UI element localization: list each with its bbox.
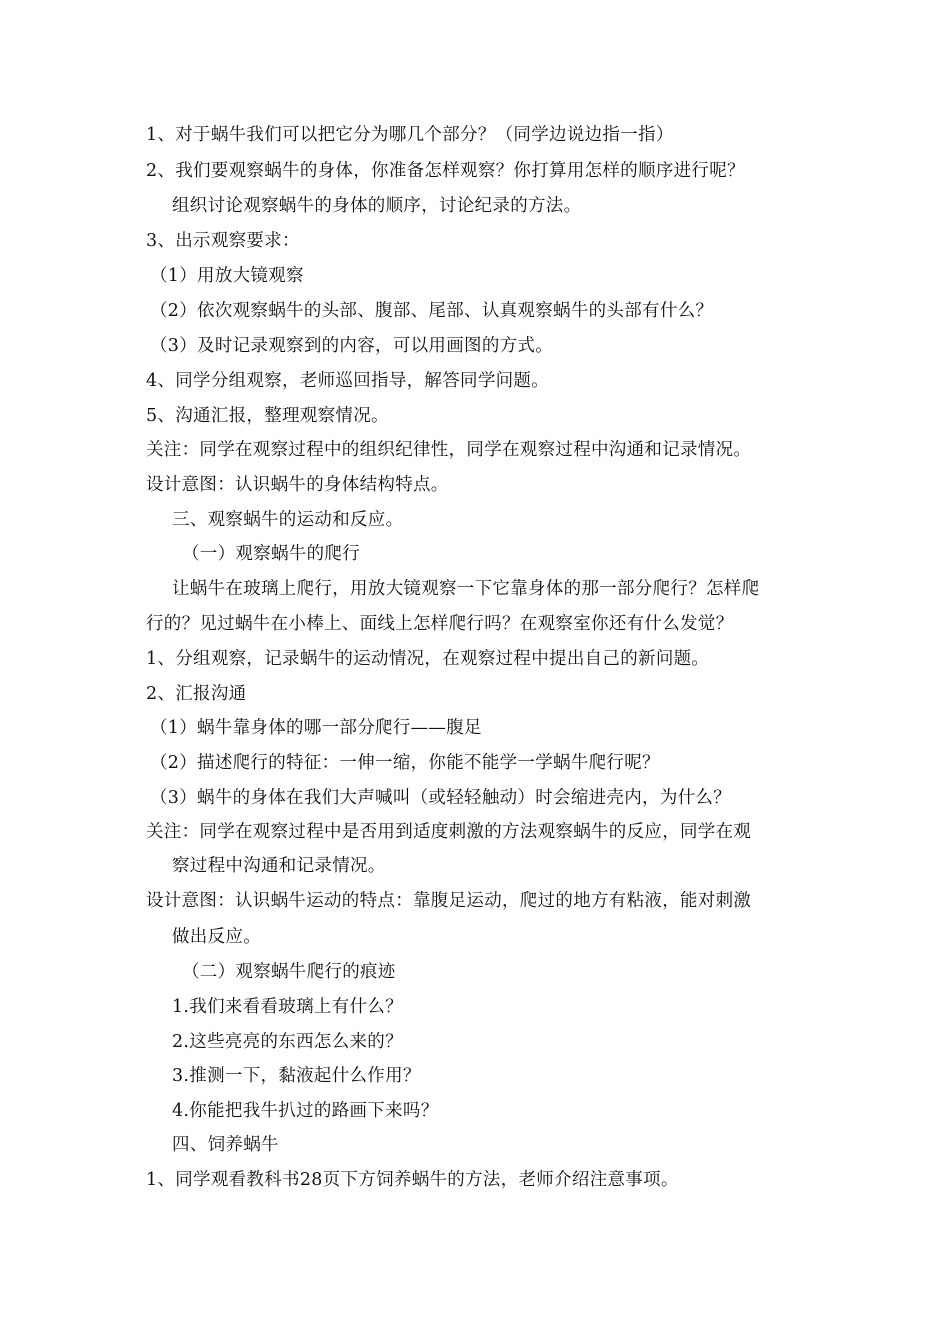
text-line: （1）蜗牛靠身体的哪一部分爬行——腹足 bbox=[150, 718, 482, 738]
text-line: 组织讨论观察蜗牛的身体的顺序，讨论纪录的方法。 bbox=[172, 196, 582, 216]
text-line: （2）描述爬行的特征：一伸一缩，你能不能学一学蜗牛爬行呢？ bbox=[150, 753, 660, 773]
text-line: 2.这些亮亮的东西怎么来的？ bbox=[172, 1032, 403, 1052]
text-line: 2、我们要观察蜗牛的身体，你准备怎样观察？你打算用怎样的顺序进行呢？ bbox=[146, 161, 745, 181]
text-line: （3）蜗牛的身体在我们大声喊叫（或轻轻触动）时会缩进壳内，为什么？ bbox=[150, 788, 732, 808]
text-line: 设计意图：认识蜗牛运动的特点：靠腹足运动，爬过的地方有粘液，能对刺激 bbox=[146, 891, 752, 911]
text-line: 1.我们来看看玻璃上有什么？ bbox=[172, 997, 403, 1017]
text-line: 让蜗牛在玻璃上爬行，用放大镜观察一下它靠身体的那一部分爬行？怎样爬 bbox=[172, 579, 760, 599]
text-line: 4.你能把我牛扒过的路画下来吗？ bbox=[172, 1101, 439, 1121]
text-line: 关注：同学在观察过程中是否用到适度刺激的方法观察蜗牛的反应，同学在观 bbox=[146, 822, 752, 842]
text-line: 3、出示观察要求： bbox=[146, 231, 300, 251]
text-line: （2）依次观察蜗牛的头部、腹部、尾部、认真观察蜗牛的头部有什么？ bbox=[150, 301, 714, 321]
text-line: 4、同学分组观察，老师巡回指导，解答同学问题。 bbox=[146, 371, 550, 391]
text-line: 察过程中沟通和记录情况。 bbox=[172, 856, 386, 876]
text-line: 1、同学观看教科书28页下方饲养蜗牛的方法，老师介绍注意事项。 bbox=[146, 1170, 679, 1190]
text-line: 行的？见过蜗牛在小棒上、面线上怎样爬行吗？在观察室你还有什么发觉？ bbox=[146, 614, 734, 634]
text-line: 2、汇报沟通 bbox=[146, 684, 247, 704]
subsection-heading: （二）观察蜗牛爬行的痕迹 bbox=[182, 962, 396, 982]
text-line: 1、分组观察，记录蜗牛的运动情况，在观察过程中提出自己的新问题。 bbox=[146, 649, 710, 669]
section-heading: 四、饲养蜗牛 bbox=[172, 1135, 279, 1155]
text-line: 1、对于蜗牛我们可以把它分为哪几个部分？（同学边说边指一指） bbox=[146, 125, 674, 145]
section-heading: 三、观察蜗牛的运动和反应。 bbox=[172, 510, 404, 530]
text-line: 关注：同学在观察过程中的组织纪律性，同学在观察过程中沟通和记录情况。 bbox=[146, 440, 752, 460]
text-line: （1）用放大镜观察 bbox=[150, 266, 304, 286]
text-line: 5、沟通汇报，整理观察情况。 bbox=[146, 406, 389, 426]
text-line: 3.推测一下，黏液起什么作用？ bbox=[172, 1066, 421, 1086]
text-line: 做出反应。 bbox=[172, 927, 261, 947]
subsection-heading: （一）观察蜗牛的爬行 bbox=[182, 544, 360, 564]
text-line: （3）及时记录观察到的内容，可以用画图的方式。 bbox=[150, 336, 554, 356]
text-line: 设计意图：认识蜗牛的身体结构特点。 bbox=[146, 475, 449, 495]
